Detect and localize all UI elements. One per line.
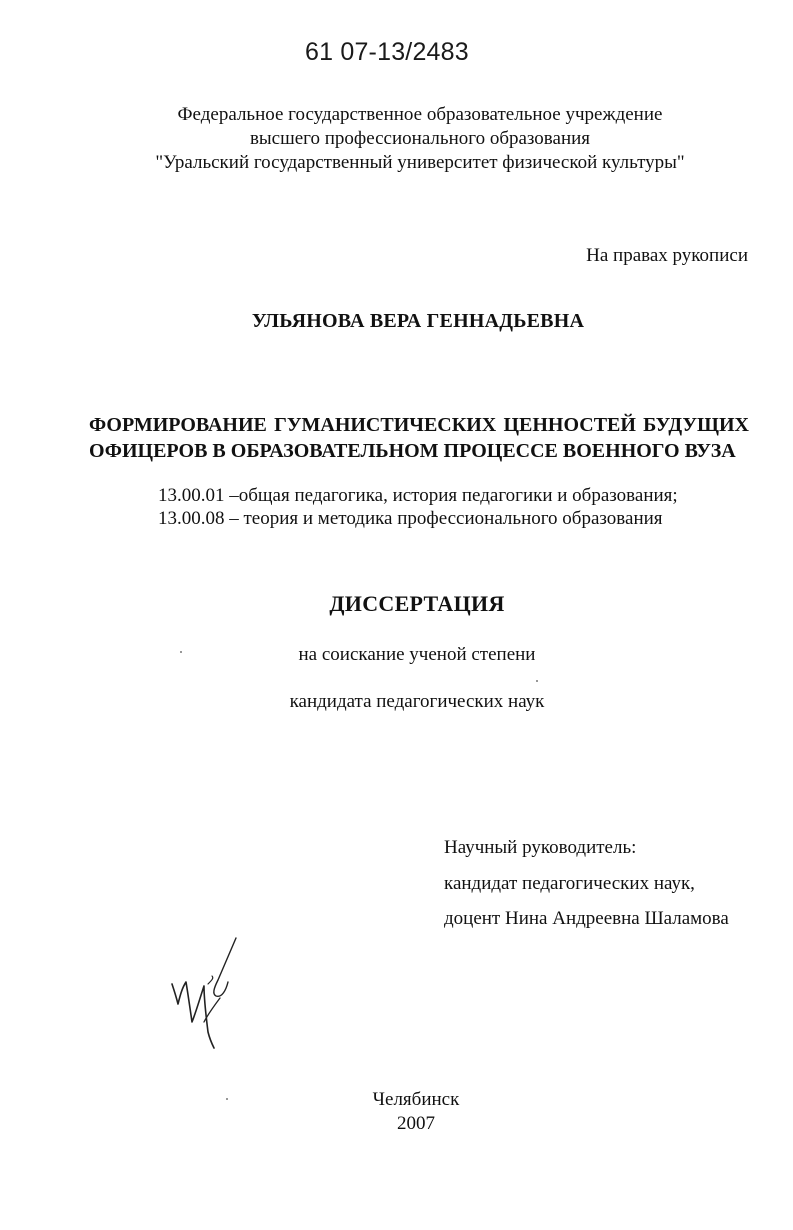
dissertation-title-line-1: ФОРМИРОВАНИЕ ГУМАНИСТИЧЕСКИХ ЦЕННОСТЕЙ БУДУЩИХ	[89, 414, 749, 436]
specialty-line-1: 13.00.01 –общая педагогика, история педагогики и образования;	[158, 485, 678, 506]
institution-line-2: высшего профессионального образования	[249, 128, 591, 149]
handwritten-signature	[168, 932, 248, 1052]
document-type: ДИССЕРТАЦИЯ	[329, 591, 505, 616]
registration-stamp: 61 07-13/2483	[305, 38, 469, 66]
institution-line-3: "Уральский государственный университет физической культуры"	[155, 152, 685, 173]
specialty-line-2: 13.00.08 – теория и методика профессионального образования	[158, 508, 663, 529]
author-name: УЛЬЯНОВА ВЕРА ГЕННАДЬЕВНА	[251, 310, 585, 332]
city: Челябинск	[372, 1089, 460, 1110]
scan-speck	[226, 1098, 228, 1100]
supervisor-name: доцент Нина Андреевна Шаламова	[444, 908, 729, 929]
manuscript-note: На правах рукописи	[586, 245, 748, 266]
supervisor-degree: кандидат педагогических наук,	[444, 873, 695, 894]
institution-line-1: Федеральное государственное образовательное учреждение	[177, 104, 663, 125]
dissertation-title-line-2: ОФИЦЕРОВ В ОБРАЗОВАТЕЛЬНОМ ПРОЦЕССЕ ВОЕННОГО ВУЗА	[89, 440, 736, 462]
scan-speck	[180, 651, 182, 653]
degree-line-2: кандидата педагогических наук	[289, 691, 545, 712]
degree-line-1: на соискание ученой степени	[298, 644, 536, 665]
supervisor-label: Научный руководитель:	[444, 837, 637, 858]
year: 2007	[397, 1113, 435, 1134]
scan-speck	[536, 680, 538, 682]
